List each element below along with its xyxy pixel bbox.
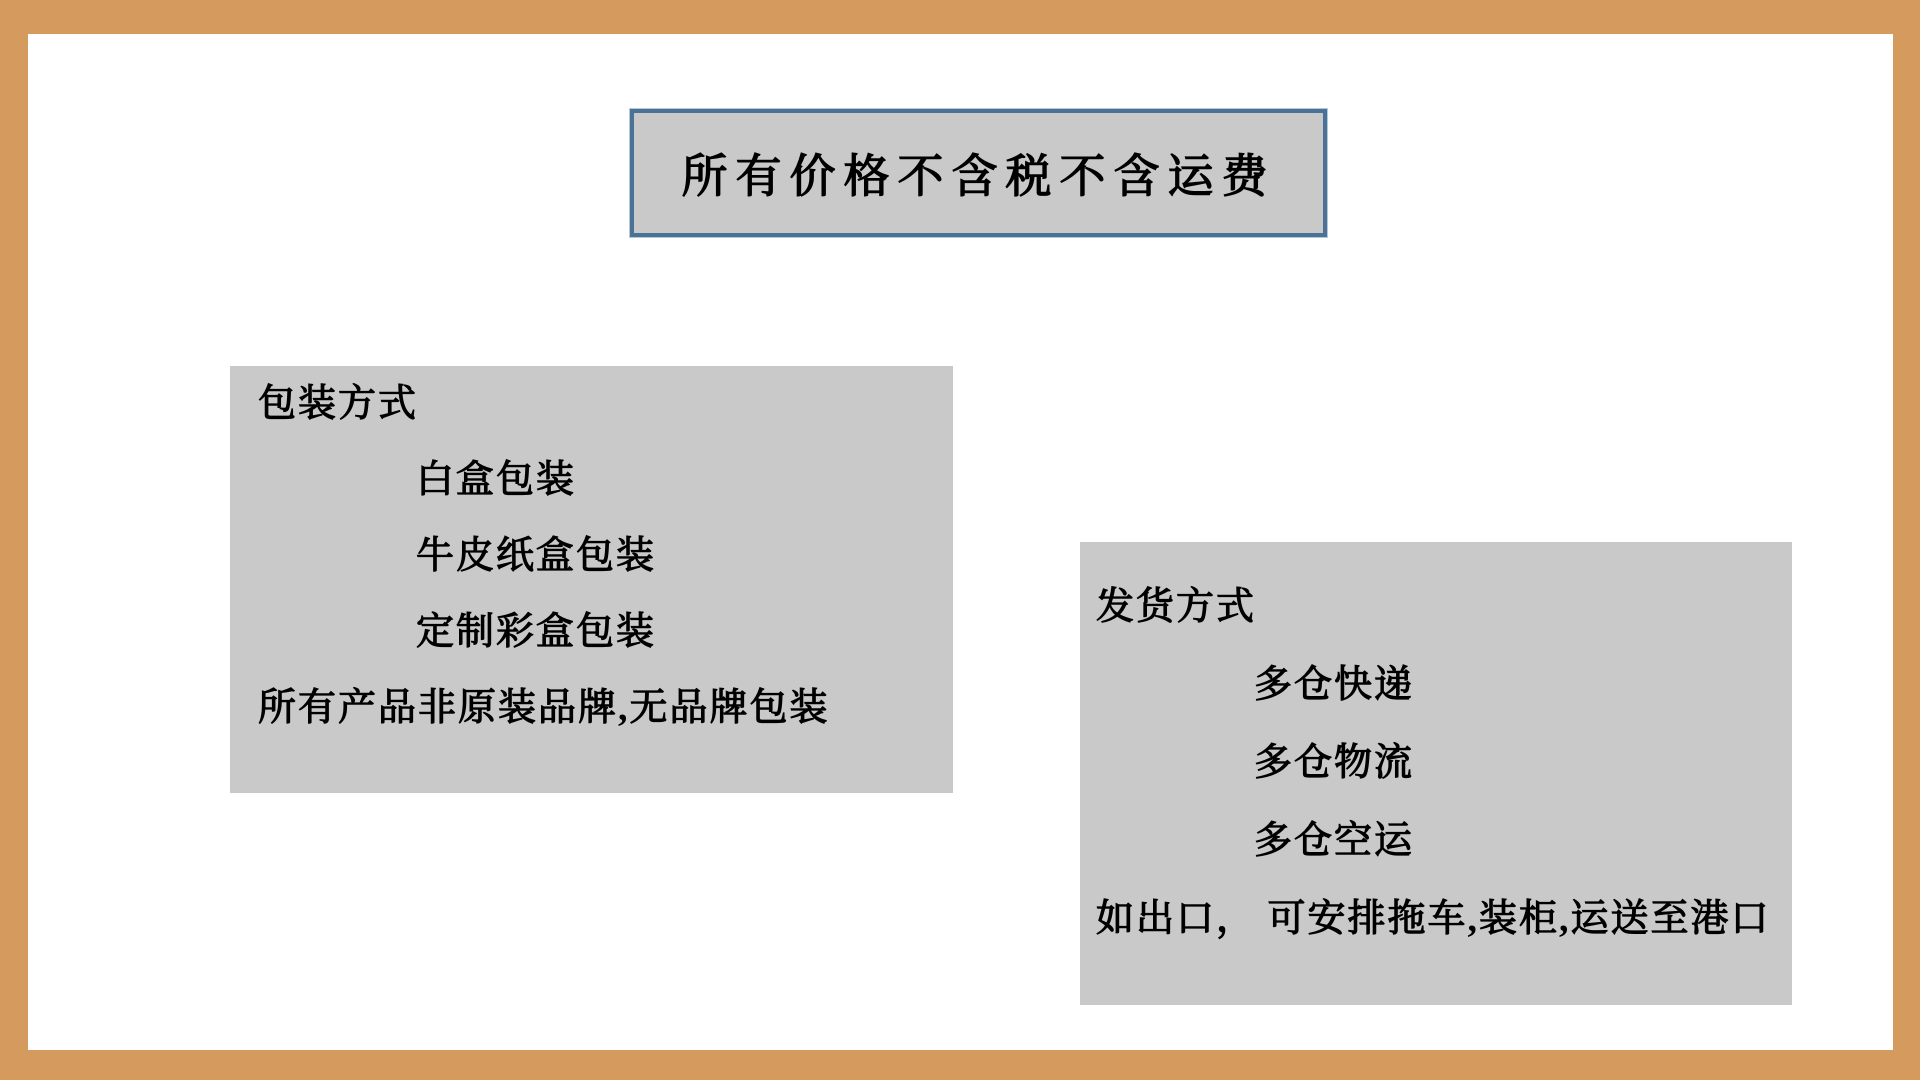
- shipping-note: 如出口， 可安排拖车,装柜,运送至港口: [1096, 898, 1771, 940]
- shipping-item-logistics: 多仓物流: [1254, 742, 1415, 784]
- packaging-item-white-box: 白盒包装: [416, 459, 577, 501]
- shipping-item-air-freight: 多仓空运: [1254, 820, 1415, 862]
- packaging-header: 包装方式: [258, 383, 419, 425]
- packaging-item-kraft-box: 牛皮纸盒包装: [416, 535, 657, 577]
- packaging-item-custom-color-box: 定制彩盒包装: [416, 611, 657, 653]
- packaging-box: [230, 366, 953, 793]
- slide-canvas: [28, 34, 1893, 1050]
- packaging-note: 所有产品非原装品牌,无品牌包装: [258, 687, 830, 729]
- shipping-box: [1080, 542, 1792, 1005]
- slide-title: 所有价格不含税不含运费: [681, 151, 1276, 202]
- shipping-item-express: 多仓快递: [1254, 664, 1415, 706]
- shipping-header: 发货方式: [1096, 586, 1257, 628]
- title-box: [630, 109, 1327, 237]
